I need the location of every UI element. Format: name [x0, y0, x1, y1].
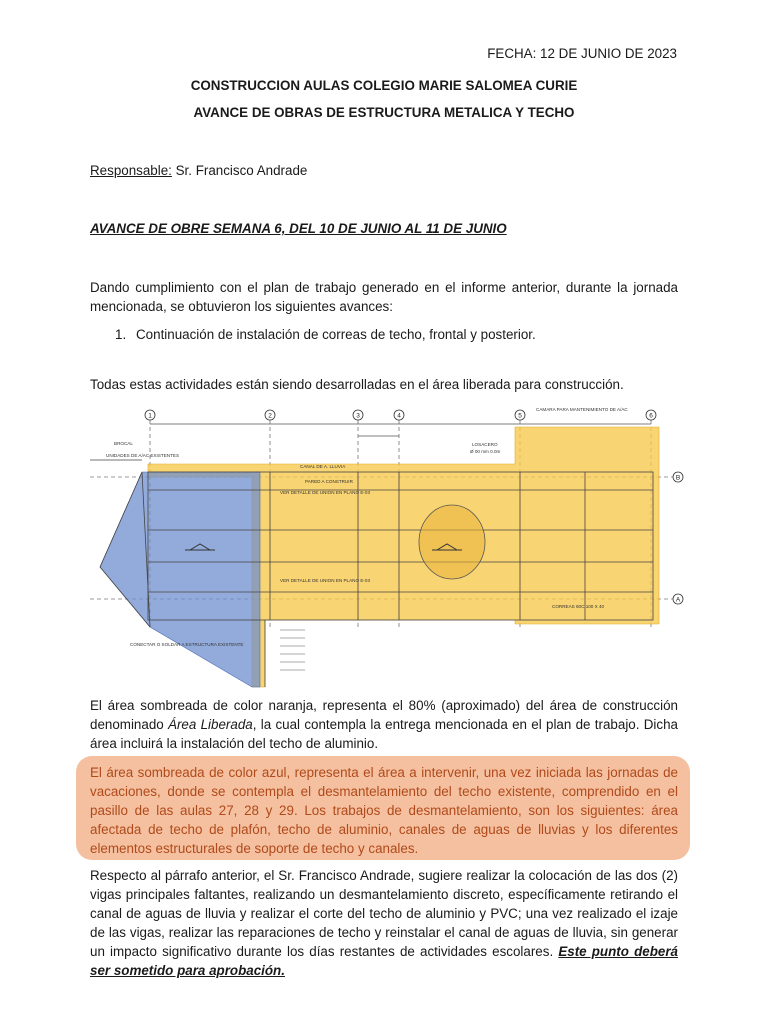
axis-label-a: A: [675, 596, 681, 604]
floor-plan-drawing: [90, 402, 681, 692]
label-losacero: LOSACERO: [472, 442, 498, 447]
approval-note: Este punto deberá ser sometido para aprobación.: [90, 944, 678, 978]
axis-label-3: 3: [356, 412, 360, 420]
orange-area-paragraph: [90, 696, 678, 753]
responsable-line: [90, 163, 307, 178]
label-conectar: CONECTAR O SOLDAR A ESTRUCTURA EXISTENTE: [130, 642, 244, 647]
document-subtitle: AVANCE DE OBRAS DE ESTRUCTURA METALICA Y TECHO: [193, 105, 575, 120]
document-title: CONSTRUCCION AULAS COLEGIO MARIE SALOMEA CURIE: [190, 78, 578, 93]
axis-label-2: 2: [268, 412, 272, 420]
axis-label-4: 4: [397, 412, 401, 420]
label-detalle-2: VER DETALLE DE UNION EN PLANO E-03: [280, 578, 371, 583]
week-heading: AVANCE DE OBRE SEMANA 6, DEL 10 DE JUNIO AL 11 DE JUNIO: [90, 221, 507, 236]
report-date: FECHA: 12 DE JUNIO DE 2023: [487, 46, 677, 61]
blue-area-paragraph: El área sombreada de color azul, representa el área a intervenir, una vez iniciada las jornadas de vacaciones, donde se contempla el desmantelamiento del techo existente, comprendido en el pasillo de las aulas 27, 28 y 29. Los trabajos de desmantelamiento, son los siguientes: área afectada de techo de plafón, techo de aluminio, canales de aguas de lluvias y los diferentes elementos estructurales de soporte de techo y canales.: [90, 765, 678, 856]
recommendation-text: Respecto al párrafo anterior, el Sr. Francisco Andrade, sugiere realizar la colocación de las dos (2) vigas principales faltantes, realizando un desmantelamiento discreto, específicamente retirando el canal de aguas de lluvia y realizar el corte del techo de aluminio y PVC; una vez realizado el izaje de las vigas, realizar las reparaciones de techo y reinstalar el canal de aguas de lluvia, sin generar un impacto significativo durante los días restantes de actividades escolares.: [90, 868, 678, 959]
activities-paragraph: Todas estas actividades están siendo desarrolladas en el área liberada para construcción.: [90, 377, 624, 392]
label-detalle-1: VER DETALLE DE UNION EN PLANO E-03: [280, 490, 371, 495]
orange-text-before: El área sombreada de color naranja, representa el 80% (aproximado) del área de construcción denominado: [90, 698, 678, 732]
label-camara: CAMARA PARA MANTENIMIENTO DE A/AC: [536, 407, 628, 412]
axis-label-5: 5: [518, 412, 522, 420]
list-item-number: 1.: [115, 327, 127, 342]
recommendation-paragraph: [90, 866, 678, 980]
skylight-oval: [419, 505, 485, 579]
intro-paragraph: Dando cumplimiento con el plan de trabajo generado en el informe anterior, durante la jornada mencionada, se obtuvieron los siguientes avances:: [90, 280, 678, 314]
responsable-name: Sr. Francisco Andrade: [171, 163, 308, 178]
label-pared: PARED A CONSTRUIR: [305, 479, 353, 484]
label-brocal: BROCAL: [114, 441, 133, 446]
orange-text-after: , la cual contempla la entrega mencionada en el plan de trabajo. Dicha área incluirá la instalación del techo de aluminio.: [90, 717, 678, 751]
label-correas: CORREAS 60C 100 X 40: [552, 604, 605, 609]
responsable-label: Responsable:: [90, 163, 172, 178]
blue-intervention-area: [100, 472, 260, 687]
label-losacero-sub: Ø 00 mm 0.0m: [470, 449, 501, 454]
axis-label-1: 1: [148, 412, 152, 420]
area-liberada-term: Área Liberada: [168, 717, 253, 732]
label-canal: CANAL DE A. LLUVIA: [300, 464, 346, 469]
label-unidades: UNIDADES DE A/AC EXISTENTES: [106, 453, 180, 458]
axis-label-6: 6: [649, 412, 653, 420]
list-item-text: Continuación de instalación de correas de techo, frontal y posterior.: [136, 327, 536, 342]
list-item: [115, 327, 536, 342]
axis-label-b: B: [675, 474, 681, 482]
